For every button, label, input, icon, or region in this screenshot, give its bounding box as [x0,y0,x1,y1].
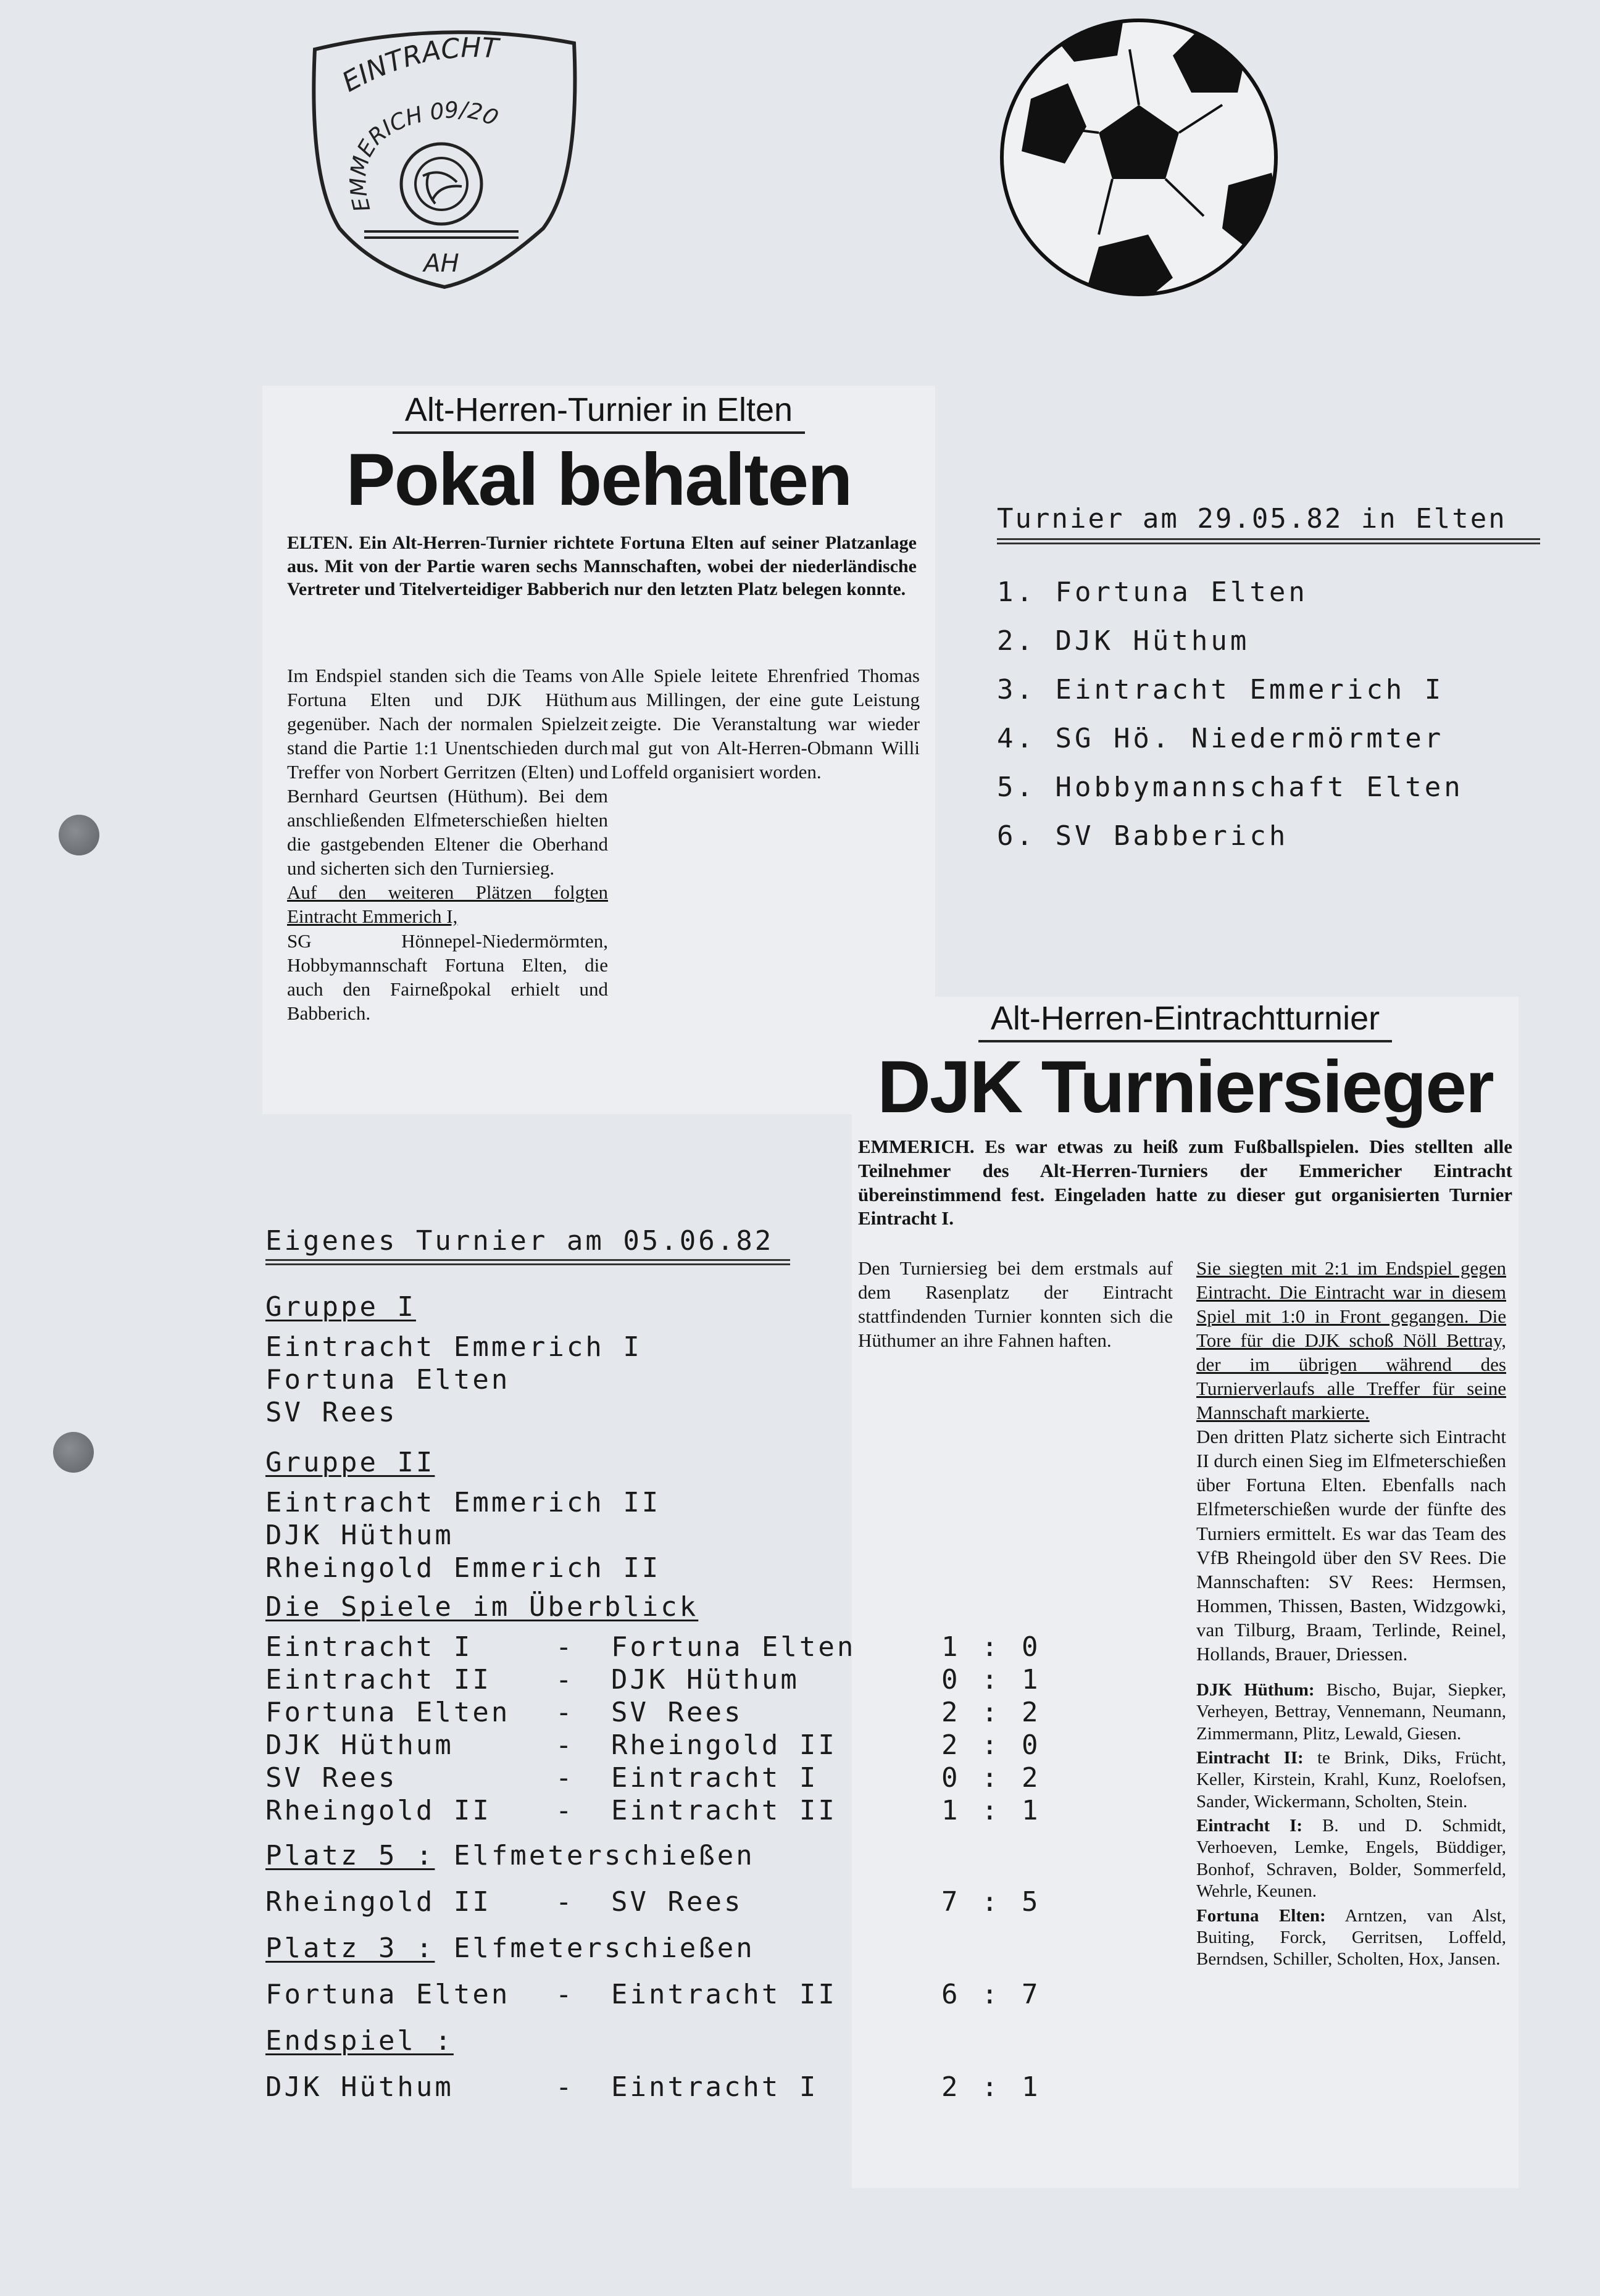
ranking-item: 4. SG Hö. Niedermörmter [997,723,1444,754]
article2-kicker: Alt-Herren-Eintrachtturnier [978,999,1392,1042]
group1-team: SV Rees [265,1397,398,1428]
place3-note: Elfmeterschießen [453,1932,755,1964]
ranking-item: 6. SV Babberich [997,820,1289,852]
club-logo [302,25,586,290]
logo-ring-side-text: EMMERICH 09/20 [346,97,502,215]
place5-heading [265,1840,1068,1873]
game-row: Fortuna Elten - Eintracht II 6 : 7 [265,1979,1041,2010]
group2-label: Gruppe II [265,1447,435,1478]
ranking-item: 2. DJK Hüthum [997,625,1250,657]
article2-lead: EMMERICH. Es war etwas zu heiß zum Fußballspielen. Dies stellten alle Teilnehmer des Alt-Herren-Turniers der Emmericher Eintracht übereinstimmend fest. Eingeladen hatte zu dieser gut organisierten Turnier Eintracht I. [858,1136,1512,1229]
article2-headline: DJK Turniersieger [877,1046,1493,1128]
game-row: DJK Hüthum - Rheingold II 2 : 0 [265,1729,1041,1761]
punch-hole-bottom [53,1432,94,1473]
article2-column1: Den Turniersieg bei dem erstmals auf dem Rasenplatz der Eintracht stattfindenden Turnier konnten sich die Hüthumer an ihre Fahnen haften. [858,1257,1173,1352]
ranking-section [997,503,1552,869]
game-row: Rheingold II - Eintracht II 1 : 1 [265,1795,1041,1826]
place5-label: Platz 5 : [265,1840,435,1871]
article1-column2: Alle Spiele leitete Ehrenfried Thomas aus Millingen, der eine gute Leistung zeigte. Die Veranstaltung war wieder mal gut von Alt-Herren-Obmann Willi Loffeld organisiert worden. [611,665,920,783]
ranking-item: 3. Eintracht Emmerich I [997,674,1444,705]
ranking-title-rule [997,538,1540,544]
place3-heading [265,1932,1068,1965]
article2-column2-underlined: Sie siegten mit 2:1 im Endspiel gegen Eintracht. Die Eintracht war in diesem Spiel mit 1:0 in Front gegangen. Die Tore für die DJK schoß Nöll Bettray, der im übrigen während des Turnierverlaufs alle Treffer für seine Mannschaft markierte. [1196,1257,1506,1424]
schedule-title: Eigenes Turnier am 05.06.82 [265,1225,774,1257]
article-pokal-behalten [262,386,935,1114]
logo-ah-text: AH [423,249,459,278]
article2-team-lineups [1196,1679,1506,1971]
article1-column1: Im Endspiel standen sich die Teams von Fortuna Elten und DJK Hüthum gegenüber. Nach der normalen Spielzeit stand die Partie 1:1 Unentschieden durch Treffer von Norbert Gerritzen (Elten) und Bernhard Geurtsen (Hüthum). Bei dem anschließenden Elfmeterschießen hielten die gastgebenden Eltener die Oberhand und sicherten sich den Turniersieg. [287,665,608,880]
ranking-list [997,576,1552,852]
game-row: Eintracht I - Fortuna Elten 1 : 0 [265,1631,1041,1663]
soccer-ball-icon [994,12,1284,302]
tournament-schedule [265,1225,1068,2104]
game-row: Rheingold II - SV Rees 7 : 5 [265,1886,1041,1918]
group1-label: Gruppe I [265,1291,416,1323]
lineup-item: DJK Hüthum: Bischo, Bujar, Siepker, Verheyen, Bettray, Vennemann, Neumann, Zimmermann, Plitz, Lewald, Giesen. [1196,1679,1507,1744]
logo-ring-top-text: EINTRACHT [336,31,500,99]
article1-column1-underlined: Auf den weiteren Plätzen folgten Eintracht Emmerich I, [287,881,608,928]
article1-kicker: Alt-Herren-Turnier in Elten [393,391,805,434]
game-row: SV Rees - Eintracht I 0 : 2 [265,1762,1041,1794]
group1-team: Eintracht Emmerich I [265,1331,642,1363]
schedule-title-rule [265,1259,790,1265]
article1-column1-end: SG Hönnepel-Niedermörmten, Hobbymannschaft Fortuna Elten, die auch den Fairneßpokal erhielt und Babberich. [287,930,608,1024]
punch-hole-top [59,815,99,855]
ranking-item: 5. Hobbymannschaft Elten [997,772,1464,803]
games-list [265,1631,1068,1828]
place3-label: Platz 3 : [265,1932,435,1964]
group1-team: Fortuna Elten [265,1364,510,1395]
article1-lead: ELTEN. Ein Alt-Herren-Turnier richtete Fortuna Elten auf seiner Platzanlage aus. Mit von der Partie waren sechs Mannschaften, wobei der niederländische Vertreter und Titelverteidiger Babberich nur den letzten Platz belegen konnte. [287,533,917,599]
game-row: Fortuna Elten - SV Rees 2 : 2 [265,1697,1041,1728]
ranking-title: Turnier am 29.05.82 in Elten [997,503,1507,534]
overview-label: Die Spiele im Überblick [265,1591,699,1623]
game-row: Eintracht II - DJK Hüthum 0 : 1 [265,1664,1041,1695]
ranking-item: 1. Fortuna Elten [997,576,1308,608]
game-row: DJK Hüthum - Eintracht I 2 : 1 [265,2071,1041,2103]
place5-note: Elfmeterschießen [453,1840,755,1871]
lineup-item: Eintracht I: B. und D. Schmidt, Verhoeven, Lemke, Engels, Büddiger, Bonhof, Schraven, Bolder, Sommerfeld, Wehrle, Keunen. [1196,1816,1506,1902]
lineup-item: Fortuna Elten: Arntzen, van Alst, Buiting, Forck, Gerritsen, Loffeld, Berndsen, Schiller, Scholten, Hox, Jansen. [1196,1905,1507,1969]
final-label: Endspiel : [265,2025,454,2057]
group2-team: Eintracht Emmerich II [265,1487,661,1518]
lineup-item: Eintracht II: te Brink, Diks, Frücht, Keller, Kirstein, Krahl, Kunz, Roelofsen, Sander, Wickermann, Scholten, Stein. [1196,1747,1506,1811]
group2-team: Rheingold Emmerich II [265,1552,661,1584]
article2-column2: Den dritten Platz sicherte sich Eintracht II durch einen Sieg im Elfmeterschießen über Fortuna Elten. Ebenfalls nach Elfmeterschießen wurde der fünfte des Turniers ermittelt. Es war das Team des VfB Rheingold über den SV Rees. Die Mannschaften: SV Rees: Hermsen, Hommen, Thissen, Basten, Widzgowki, van Tilburg, Braam, Terlinde, Reinel, Hollands, Brauer, Driessen. [1196,1426,1506,1665]
svg-text:EINTRACHT [337,32,501,99]
group2-team: DJK Hüthum [265,1520,454,1551]
article1-headline: Pokal behalten [346,438,852,521]
